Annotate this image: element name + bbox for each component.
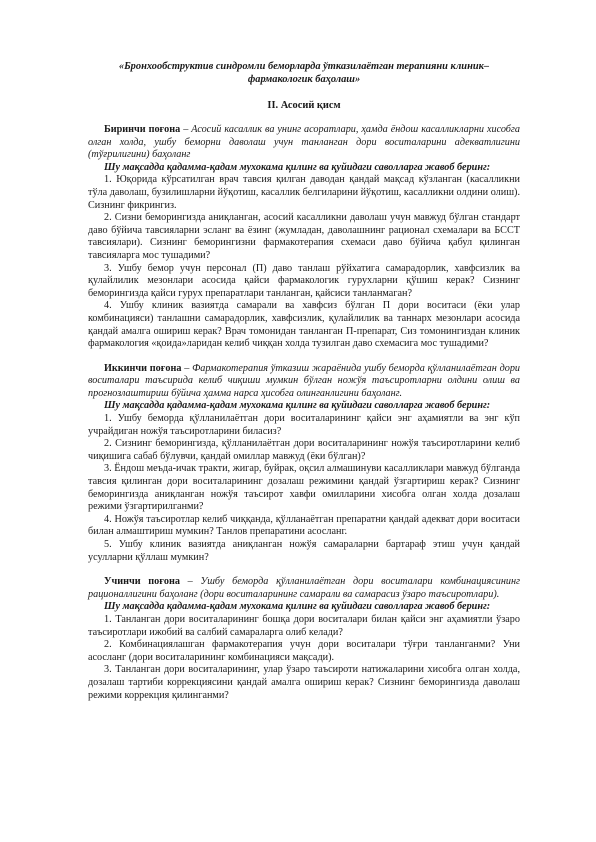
document-page [88, 60, 520, 702]
stage-2-name: Иккинчи поғона [104, 362, 182, 374]
stage-1-intro [88, 124, 520, 162]
stage-3-item-3: 3. Танланган дори воситаларининг, улар ўзаро таъсироти натижаларини хисобга олган холда, дозалаш тартиби коррекциясини қандай амалга ошириш керак? Сизнинг беморингизда даволаш режими коррекция қилинганми? [88, 664, 520, 701]
stage-2-description: Фармакотерапия ўтказиш жараёнида ушбу беморда қўлланилаётган дори воситалари таъсирида келиб чиқиши мумкин бўлган ножўя таъсиротларни олдини олиш ва прогнозлаштириш бўйича ҳамма нарса ҳисобга олинганлигини баҳоланг. [88, 362, 521, 399]
document-title: «Бронхообструктив синдромли беморларда ўтказилаётган терапияни клиник–фармакологик баҳолаш» [118, 61, 490, 85]
stage-3-task: Шу мақсадда қадамма-қадам мухокама қилинг ва қуйидаги саволларга жавоб беринг: [104, 601, 491, 613]
stage-2-task: Шу мақсадда қадамма-қадам мухокама қилинг ва қуйидаги саволларга жавоб беринг: [104, 400, 491, 412]
stage-3-item-1: 1. Танланган дори воситаларининг бошқа дори воситалари билан қайси энг аҳамиятли ўзаро таъсиротлари ижобий ва салбий самараларга олиб келади? [88, 613, 520, 638]
stage-1-item-4: 4. Ушбу клиник вазиятда самарали ва хавфсиз бўлган П дори воситаси (ёки улар комбинацияси) танлашни самарадорлик, хавфсизлик, қулайлилик ва таннарх мезонлари асосида қандай амалга ошириш керак? Врач томонидан танланган П-препарат, Сиз томонингиздан клиник фармакология «қоида»ларидан келиб чиққан холда тузилган даво схемасига мос тушадими? [88, 300, 520, 350]
stage-3 [88, 576, 520, 702]
stage-3-description: Ушбу беморда қўлланилаётган дори воситалари комбинациясининг рационаллигини баҳоланг (дори воситаларининг самарали ва самарасиз ўзаро таъсиротлари). [88, 576, 520, 600]
stage-2-dash: – [181, 362, 193, 374]
stage-1 [88, 124, 520, 351]
stage-1-item-3: 3. Ушбу бемор учун персонал (П) даво танлаш рўйхатига самарадорлик, хавфсизлик ва қулайлилик мезонлари асосида қайси фармакологик гурухларни қўшиш керак? Сизнинг беморингизда қайси гурух препаратлари танланган, қайсиси танланмаган? [88, 262, 520, 299]
stage-3-item-2: 2. Комбинациялашган фармакотерапия учун дори воситалари тўғри танланганми? Уни асосланг (дори воситаларининг комбинацияси мақсади). [88, 639, 520, 663]
stage-1-description: Асосий касаллик ва унинг асоратлари, ҳамда ёндош касалликларни хисобга олган холда, ушбу беморни даволаш учун танланган дори воситаларини адекватлигини (тўғрилигини) баҳоланг [88, 124, 520, 161]
stage-1-dash: – [180, 124, 192, 135]
stage-3-dash: – [179, 576, 201, 588]
section-heading: II. Асосий қисм [267, 100, 341, 111]
stage-2-item-2: 2. Сизнинг беморингизда, қўлланилаётган дори воситаларининг ножўя таъсиротларини келиб чиқишига сабаб бўлувчи, қандай омиллар мавжуд (ёки бўлган)? [88, 438, 520, 462]
stage-2 [88, 363, 520, 565]
stage-2-intro [88, 363, 520, 401]
stage-3-intro [88, 576, 520, 601]
stage-2-item-5: 5. Ушбу клиник вазиятда аниқланган ножўя самараларни бартараф этиш учун қандай усулларни қўллаш мумкин? [88, 539, 520, 563]
stage-2-item-4: 4. Ножўя таъсиротлар келиб чиққанда, қўлланаётган препаратни қандай адекват дори воситаси билан алмаштириш мумкин? Танлов препаратини асосланг. [88, 513, 520, 538]
stage-1-item-2: 2. Сизни беморингизда аниқланган, асосий касалликни даволаш учун мавжуд бўлган стандарт даво бўйича тавсияларни эсланг ва ёзинг (жумладан, даволашнинг рационал схемалари ва БССТ тавсиялари). Сизнинг беморингизни фармакотерапия схемаси даво бўйича қабул қилинган тавсияларга мос тушадими? [88, 212, 520, 261]
stage-2-item-3: 3. Ёндош меъда-ичак тракти, жигар, буйрак, оқсил алмашинуви касалликлари мавжуд бўлганда тавсия қилинган дори воситаларининг дозалаш режимини қандай ўзгартириш керак? Сизнинг беморингизда аниқланган ножўя таъсирот хавфи омилларини хисобга олган холда дозалаш режими ўзгартирилганми? [88, 463, 520, 513]
stage-3-name: Учинчи поғона [104, 576, 180, 588]
spacer [88, 351, 520, 363]
stage-1-name: Биринчи поғона [104, 124, 181, 135]
stage-2-item-1: 1. Ушбу беморда қўлланилаётган дори воситаларининг қайси энг аҳамиятли ва энг кўп учрайдиган ножўя таъсиротларини биласиз? [88, 413, 520, 437]
stage-1-item-1: 1. Юқорида кўрсатилган врач тавсия қилган даводан қандай мақсад кўзланган (касалликни тўла даволаш, бузилишларни йўқотиш, касаллик белгиларини йўқотиш, касалликни олдини олиш). Сизнинг фикрингиз. [88, 174, 520, 211]
spacer [88, 564, 520, 576]
stage-1-task: Шу мақсадда қадамма-қадам мухокама қилинг ва қуйидаги саволларга жавоб беринг: [104, 161, 491, 173]
